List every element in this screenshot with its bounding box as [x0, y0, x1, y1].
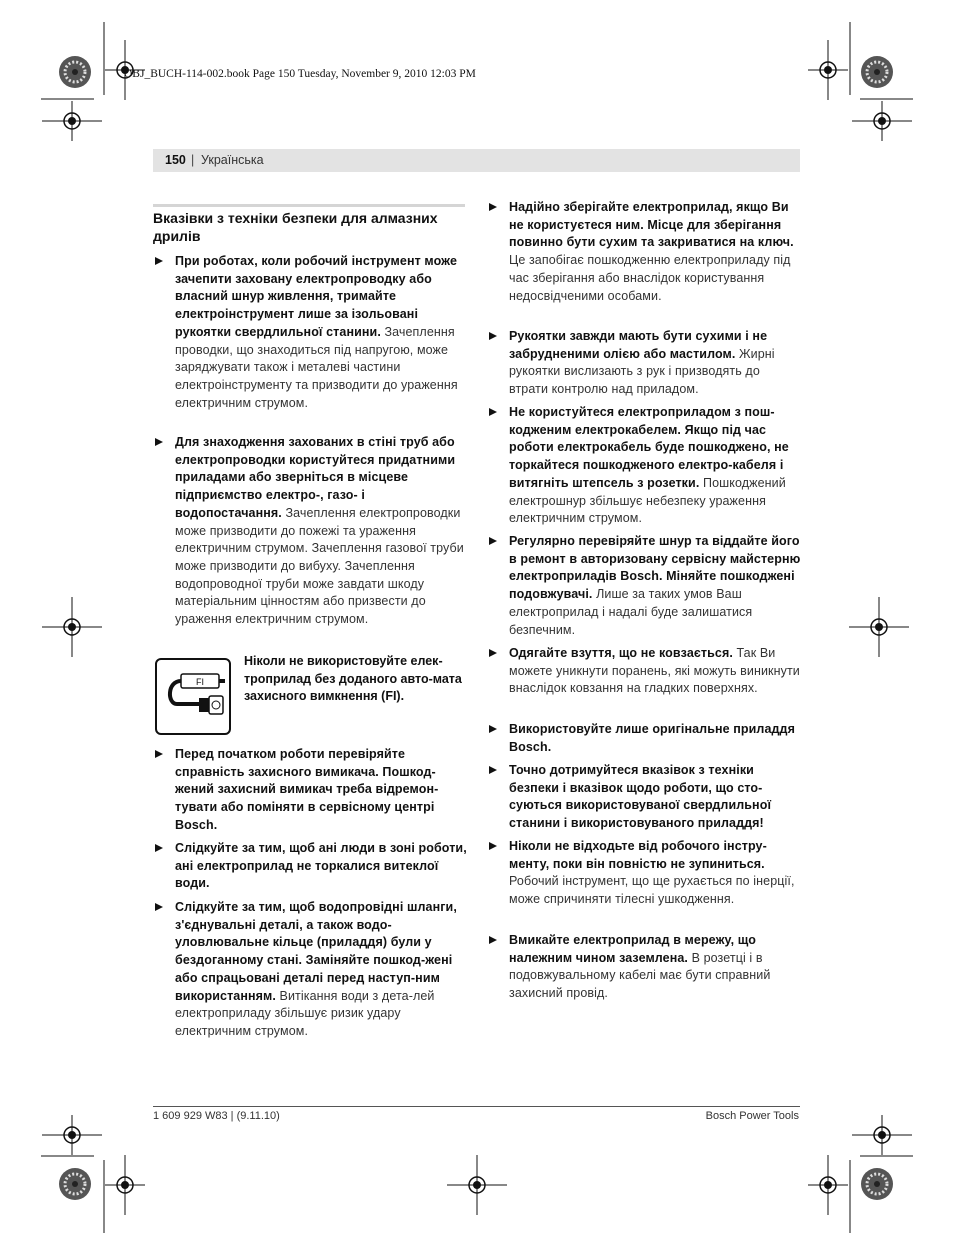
bullet-arrow-icon [489, 649, 497, 657]
list-item [489, 404, 801, 528]
item-bold-text: Регулярно перевіряйте шнур та віддайте його в ремонт в авторизовану сервісну майстерню електроприладів Bosch. Міняйте пошкоджені подовжувачі. [509, 534, 801, 602]
bullet-arrow-icon [489, 842, 497, 850]
item-body-text: Зачеплення електропроводки може призводити до пожежі та ураження електричним струмом. Зачеплення газової труби може призводити до вибуху. Зачеплення водопроводної труби може завдати шкоду матеріальним цінностям або призвести до ураження електричним струмом. [175, 505, 464, 627]
bullet-arrow-icon [489, 408, 497, 416]
crosshair-target-icon [447, 1155, 507, 1215]
star-target-icon [860, 55, 894, 89]
item-bold-text: Для знаходження захованих в стіні труб або електропроводки користуйтеся придатними приладами або зверніться в місцеве підприємство електро-, газо- і водопостачання. [175, 435, 456, 520]
bullet-arrow-icon [155, 903, 163, 911]
footer-rule [153, 1106, 800, 1107]
page-header [153, 149, 800, 172]
print-slug: OBJ_BUCH-114-002.book Page 150 Tuesday, November 9, 2010 12:03 PM [124, 68, 476, 80]
list-item [155, 840, 467, 893]
item-bold-text: Використовуйте лише оригінальне приладдя Bosch. [509, 722, 795, 754]
list-item [155, 899, 467, 1041]
footer-brand: Bosch Power Tools [705, 1110, 799, 1122]
item-body-text: Жирні рукоятки вислизають з рук і призводять до втрати контролю над приладом. [509, 346, 775, 397]
item-body-text: Так Ви можете уникнути поранень, які можуть виникнути внаслідок ковзання на гладких поверхнях. [509, 646, 800, 696]
list-item [489, 533, 801, 639]
list-item [155, 253, 467, 412]
item-body-text: Пошкоджений електрошнур збільшує небезпеку ураження електричним струмом. [509, 475, 786, 526]
fi-label: FI [196, 677, 204, 687]
bullet-arrow-icon [155, 844, 163, 852]
bullet-arrow-icon [489, 725, 497, 733]
item-bold-text: Одягайте взуття, що не ковзається. [509, 646, 733, 660]
star-target-icon [58, 55, 92, 89]
crosshair-target-icon [852, 1115, 912, 1155]
item-bold-text: Слідкуйте за тим, щоб ані люди в зоні роботи, ані електроприлад не торкалися витеклої води. [175, 841, 467, 891]
header-language: Українська [201, 153, 264, 167]
item-body-text: Робочий інструмент, що ще рухається по інерції, може спричиняти тілесні ушкодження. [509, 874, 795, 907]
section-title: Вказівки з техніки безпеки для алмазних дрилів [153, 210, 438, 244]
list-item [489, 721, 801, 756]
header-separator: | [191, 153, 195, 167]
list-item [489, 762, 801, 833]
item-bold-text: Вмикайте електроприлад в мережу, що належним чином заземлена. [509, 933, 757, 965]
star-target-icon [860, 1167, 894, 1201]
bullet-arrow-icon [489, 203, 497, 211]
crosshair-target-icon [808, 1155, 848, 1215]
list-item [489, 199, 801, 305]
crosshair-target-icon [42, 597, 102, 657]
crosshair-target-icon [852, 101, 912, 141]
item-bold-text: Надійно зберігайте електроприлад, якщо Ви не користуєтеся ним. Місце для зберігання повинно бути сухим та закриватися на ключ. [509, 200, 794, 250]
crosshair-target-icon [808, 40, 848, 100]
item-body-text: Це запобігає пошкодженню електроприладу під час зберігання або внаслідок користування недосвідченими особами. [509, 253, 791, 303]
list-item [489, 838, 801, 909]
fi-plug-icon [155, 658, 231, 735]
list-item [489, 645, 801, 698]
item-bold-text: Ніколи не відходьте від робочого інстру-менту, поки він повністю не зупиниться. [509, 839, 767, 871]
crosshair-target-icon [42, 1115, 102, 1155]
bullet-arrow-icon [155, 257, 163, 265]
bullet-arrow-icon [489, 537, 497, 545]
section-rule [153, 204, 465, 207]
item-bold-text: Точно дотримуйтеся вказівок з техніки безпеки і вказівок щодо роботи, що сто-суються використовуваної свердлильної станини і використовуваного приладдя! [509, 763, 772, 831]
list-item [155, 434, 467, 629]
list-item [489, 328, 801, 399]
crosshair-target-icon [849, 597, 909, 657]
item-body-text: Зачеплення проводки, що знаходиться під напругою, може заряджувати також і металеві частини електроінструменту та призводити до ураження електричним струмом. [175, 324, 458, 410]
list-item [155, 746, 467, 835]
bullet-arrow-icon [489, 332, 497, 340]
item-bold-text: Слідкуйте за тим, щоб водопровідні шланги, з'єднувальні деталі, а також водо-уловлювальне кільце (приладдя) були у бездоганному стані. Заміняйте пошкод-жені або спрацьовані деталі перед наступ-ним використанням. [175, 900, 457, 1003]
page-number: 150 [165, 153, 186, 167]
bullet-arrow-icon [489, 766, 497, 774]
bullet-arrow-icon [155, 438, 163, 446]
item-bold-text: Не користуйтеся електроприладом з пош-кодженим електрокабелем. Якщо під час роботи електрокабель буде пошкоджено, не торкайтеся пошкодженого електро-кабеля і витягніть штепсель з розетки. [509, 405, 789, 490]
item-bold-text: Перед початком роботи перевіряйте справність захисного вимикача. Пошкод-жений захисний вимикач треба відремон-тувати або поміняти в сервісному центрі Bosch. [175, 747, 439, 832]
fi-warning-text: Ніколи не використовуйте елек-троприлад без доданого авто-мата захисного вимкнення (FI). [244, 654, 462, 704]
item-bold-text: При роботах, коли робочий інструмент може зачепити заховану електропроводку або власний шнур живлення, тримайте електроінструмент лише за ізольовані рукоятки свердлильної станини. [175, 254, 457, 339]
plug-icon [157, 660, 229, 733]
item-body-text: В розетці і в подовжувальному кабелі має бути справний захисний провід. [509, 950, 771, 1001]
item-bold-text: Рукоятки завжди мають бути сухими і не забрудненими олією або мастилом. [509, 329, 768, 361]
list-item [489, 932, 801, 1003]
item-body-text: Лише за таких умов Ваш електроприлад і надалі буде залишатися безпечним. [509, 587, 753, 637]
item-body-text: Витікання води з дета-лей електроприладу збільшує ризик удару електричним струмом. [175, 988, 435, 1038]
footer-doc-number: 1 609 929 W83 | (9.11.10) [153, 1110, 280, 1122]
bullet-arrow-icon [489, 936, 497, 944]
crosshair-target-icon [105, 1155, 145, 1215]
crosshair-target-icon [42, 101, 102, 141]
bullet-arrow-icon [155, 750, 163, 758]
star-target-icon [58, 1167, 92, 1201]
